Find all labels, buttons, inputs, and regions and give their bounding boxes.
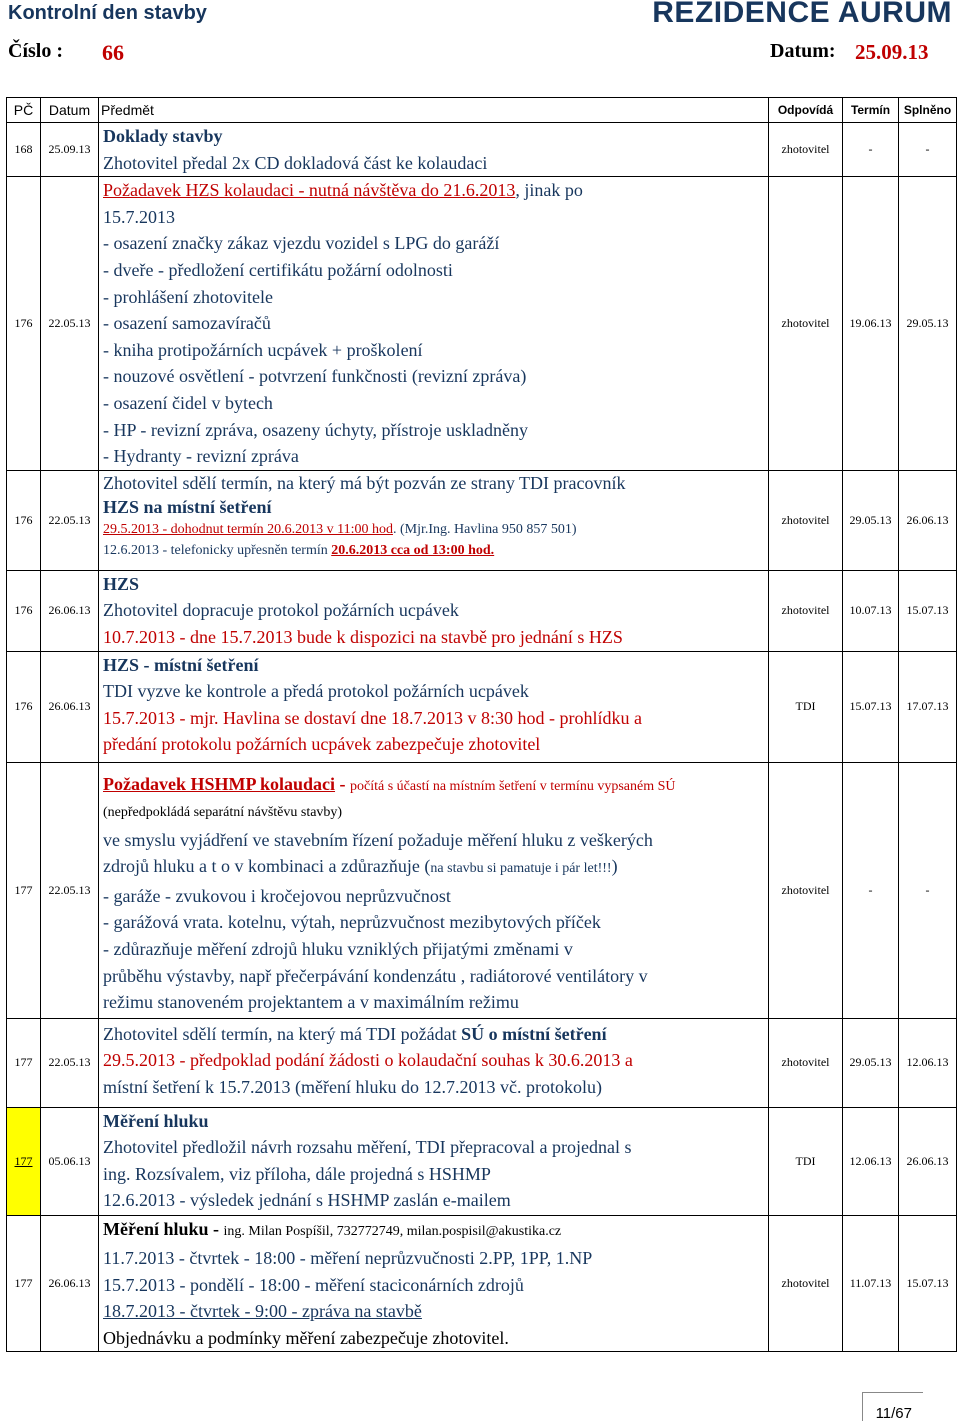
- subject-line: Doklady stavby: [103, 126, 223, 146]
- row-responsible: zhotovitel: [769, 470, 843, 570]
- minutes-table: [6, 97, 957, 1352]
- row-subject: [99, 1215, 769, 1352]
- subject-line: ing. Rozsívalem, viz příloha, dále projedná s HSHMP: [103, 1163, 491, 1184]
- row-done: 15.07.13: [899, 570, 957, 651]
- subject-line: Zhotovitel předal 2x CD dokladová část ke kolaudaci: [103, 152, 488, 173]
- row-date: 05.06.13: [41, 1107, 99, 1215]
- subject-line: Objednávku a podmínky měření zabezpečuje zhotovitel.: [103, 1327, 509, 1348]
- subject-line: Měření hluku: [103, 1110, 209, 1131]
- subject-line: Zhotovitel sdělí termín, na který má být pozván ze strany TDI pracovník: [103, 472, 626, 493]
- subject-line: HZS na místní šetření: [103, 496, 272, 517]
- table-row: [7, 1215, 957, 1352]
- table-row: [7, 1107, 957, 1215]
- subject-line: 29.5.2013 - předpoklad podání žádosti o kolaudační souhas k 30.6.2013 a: [103, 1050, 633, 1071]
- row-date: 26.06.13: [41, 570, 99, 651]
- subject-line: - Hydranty - revizní zpráva: [103, 446, 299, 467]
- subject-line: 15.7.2013 - mjr. Havlina se dostaví dne 18.7.2013 v 8:30 hod - prohlídku a: [103, 707, 642, 728]
- row-subject: [99, 1107, 769, 1215]
- row-date: 22.05.13: [41, 177, 99, 471]
- subject-line: ve smyslu vyjádření ve stavebním řízení požaduje měření hluku z veškerých: [103, 829, 653, 850]
- col-header-predmet: Předmět: [99, 98, 769, 123]
- row-pc: 168: [7, 123, 41, 177]
- subject-line: 10.7.2013 - dne 15.7.2013 bude k dispozici na stavbě pro jednání s HZS: [103, 626, 623, 647]
- table-header-row: [7, 98, 957, 123]
- row-pc: 177: [7, 1215, 41, 1352]
- row-subject: [99, 651, 769, 762]
- row-subject: [99, 470, 769, 570]
- subject-line: Požadavek HSHMP kolaudaci - počítá s účastí na místním šetření v termínu vypsaném SÚ: [103, 773, 676, 794]
- row-done: 26.06.13: [899, 470, 957, 570]
- row-subject: [99, 123, 769, 177]
- subject-line: HZS - místní šetření: [103, 654, 259, 675]
- subject-line: Zhotovitel předložil návrh rozsahu měření, TDI přepracoval a projednal s: [103, 1137, 632, 1158]
- table-row: [7, 651, 957, 762]
- subject-line: - osazení čidel v bytech: [103, 392, 273, 413]
- row-subject: [99, 1018, 769, 1107]
- row-pc: 176: [7, 651, 41, 762]
- subject-line: (nepředpokládá separátní návštěvu stavby): [103, 805, 343, 821]
- subject-line: zdrojů hluku a t o v kombinaci a zdůrazňuje (na stavbu si pamatuje i pár let!!!): [103, 856, 618, 877]
- row-pc: 176: [7, 470, 41, 570]
- row-deadline: -: [843, 762, 899, 1018]
- subject-line: Měření hluku - ing. Milan Pospíšil, 732772749, milan.pospisil@akustika.cz: [103, 1218, 562, 1239]
- col-header-termin: Termín: [843, 98, 899, 123]
- row-done: 29.05.13: [899, 177, 957, 471]
- row-subject: [99, 762, 769, 1018]
- subject-line: HZS: [103, 573, 140, 594]
- row-pc: 176: [7, 570, 41, 651]
- subject-line: 12.6.2013 - výsledek jednání s HSHMP zaslán e-mailem: [103, 1190, 511, 1211]
- row-deadline: 12.06.13: [843, 1107, 899, 1215]
- date-label: Datum:: [770, 40, 836, 62]
- row-pc: 177: [7, 762, 41, 1018]
- subject-line: místní šetření k 15.7.2013 (měření hluku do 12.7.2013 vč. protokolu): [103, 1076, 602, 1097]
- subject-line: - osazení značky zákaz vjezdu vozidel s LPG do garáží: [103, 233, 500, 254]
- row-done: 15.07.13: [899, 1215, 957, 1352]
- row-responsible: zhotovitel: [769, 1018, 843, 1107]
- row-subject: [99, 177, 769, 471]
- subject-line: - dveře - předložení certifikátu požární odolnosti: [103, 259, 453, 280]
- date-value: 25.09.13: [855, 40, 929, 64]
- subject-line: Požadavek HZS kolaudaci - nutná návštěva do 21.6.2013, jinak po: [103, 180, 583, 201]
- row-deadline: 10.07.13: [843, 570, 899, 651]
- row-date: 26.06.13: [41, 1215, 99, 1352]
- subject-line: - prohlášení zhotovitele: [103, 286, 273, 307]
- row-responsible: zhotovitel: [769, 177, 843, 471]
- row-date: 22.05.13: [41, 762, 99, 1018]
- table-row: [7, 177, 957, 471]
- col-header-datum: Datum: [41, 98, 99, 123]
- table-row: [7, 570, 957, 651]
- subject-line: - garáže - zvukovou i kročejovou neprůzvučnost: [103, 885, 451, 906]
- subject-line: 15.7.2013 - pondělí - 18:00 - měření staciconárních zdrojů: [103, 1274, 524, 1295]
- subject-line: režimu stanoveném projektantem a v maximálním režimu: [103, 992, 519, 1013]
- subject-line: - osazení samozavíračů: [103, 313, 271, 334]
- col-header-pc: PČ: [7, 98, 41, 123]
- project-brand: REZIDENCE AURUM: [652, 0, 952, 29]
- table-row: [7, 1018, 957, 1107]
- row-deadline: 29.05.13: [843, 1018, 899, 1107]
- row-date: 26.06.13: [41, 651, 99, 762]
- subject-line: předání protokolu požárních ucpávek zabezpečuje zhotovitel: [103, 734, 541, 755]
- subject-line: 11.7.2013 - čtvrtek - 18:00 - měření neprůzvučnosti 2.PP, 1PP, 1.NP: [103, 1248, 593, 1269]
- subject-line: 29.5.2013 - dohodnut termín 20.6.2013 v 11:00 hod. (Mjr.Ing. Havlina 950 857 501): [103, 521, 577, 537]
- document-title: Kontrolní den stavby: [8, 2, 207, 24]
- row-deadline: 15.07.13: [843, 651, 899, 762]
- row-done: 17.07.13: [899, 651, 957, 762]
- number-label: Číslo :: [8, 40, 63, 62]
- row-responsible: TDI: [769, 651, 843, 762]
- table-row: [7, 762, 957, 1018]
- subject-line: Zhotovitel dopracuje protokol požárních ucpávek: [103, 600, 459, 621]
- col-header-splneno: Splněno: [899, 98, 957, 123]
- subject-line: 18.7.2013 - čtvrtek - 9:00 - zpráva na stavbě: [103, 1301, 422, 1322]
- row-deadline: 29.05.13: [843, 470, 899, 570]
- subject-line: - HP - revizní zpráva, osazeny úchyty, přístroje uskladněny: [103, 419, 529, 440]
- row-responsible: zhotovitel: [769, 570, 843, 651]
- row-responsible: zhotovitel: [769, 123, 843, 177]
- row-date: 22.05.13: [41, 1018, 99, 1107]
- row-deadline: 19.06.13: [843, 177, 899, 471]
- subject-line: - zdůrazňuje měření zdrojů hluku vzniklých přijatými změnami v: [103, 939, 573, 960]
- subject-line: - garážová vrata. kotelnu, výtah, neprůzvučnost mezibytových příček: [103, 912, 601, 933]
- row-date: 25.09.13: [41, 123, 99, 177]
- subject-line: TDI vyzve ke kontrole a předá protokol požárních ucpávek: [103, 681, 529, 702]
- subject-line: - kniha protipožárních ucpávek + proškolení: [103, 339, 423, 360]
- number-value: 66: [102, 40, 124, 65]
- table-row: [7, 123, 957, 177]
- subject-line: Zhotovitel sdělí termín, na který má TDI požádat SÚ o místní šetření: [103, 1023, 607, 1044]
- row-deadline: 11.07.13: [843, 1215, 899, 1352]
- row-responsible: zhotovitel: [769, 762, 843, 1018]
- row-pc: 177: [7, 1018, 41, 1107]
- row-deadline: -: [843, 123, 899, 177]
- subject-line: průběhu výstavby, např přečerpávání kondenzátu , radiátorové ventilátory v: [103, 965, 648, 986]
- subject-line: 15.7.2013: [103, 206, 175, 227]
- row-responsible: TDI: [769, 1107, 843, 1215]
- row-subject: [99, 570, 769, 651]
- row-done: 26.06.13: [899, 1107, 957, 1215]
- row-done: -: [899, 762, 957, 1018]
- row-done: -: [899, 123, 957, 177]
- page-number: 11/67: [875, 1405, 912, 1422]
- row-pc-highlighted: 177: [7, 1107, 41, 1215]
- row-date: 22.05.13: [41, 470, 99, 570]
- row-done: 12.06.13: [899, 1018, 957, 1107]
- table-row: [7, 470, 957, 570]
- col-header-odpovida: Odpovídá: [769, 98, 843, 123]
- row-pc: 176: [7, 177, 41, 471]
- row-responsible: zhotovitel: [769, 1215, 843, 1352]
- subject-line: - nouzové osvětlení - potvrzení funkčnosti (revizní zpráva): [103, 366, 527, 387]
- subject-line: 12.6.2013 - telefonicky upřesněn termín 20.6.2013 cca od 13:00 hod.: [103, 542, 495, 558]
